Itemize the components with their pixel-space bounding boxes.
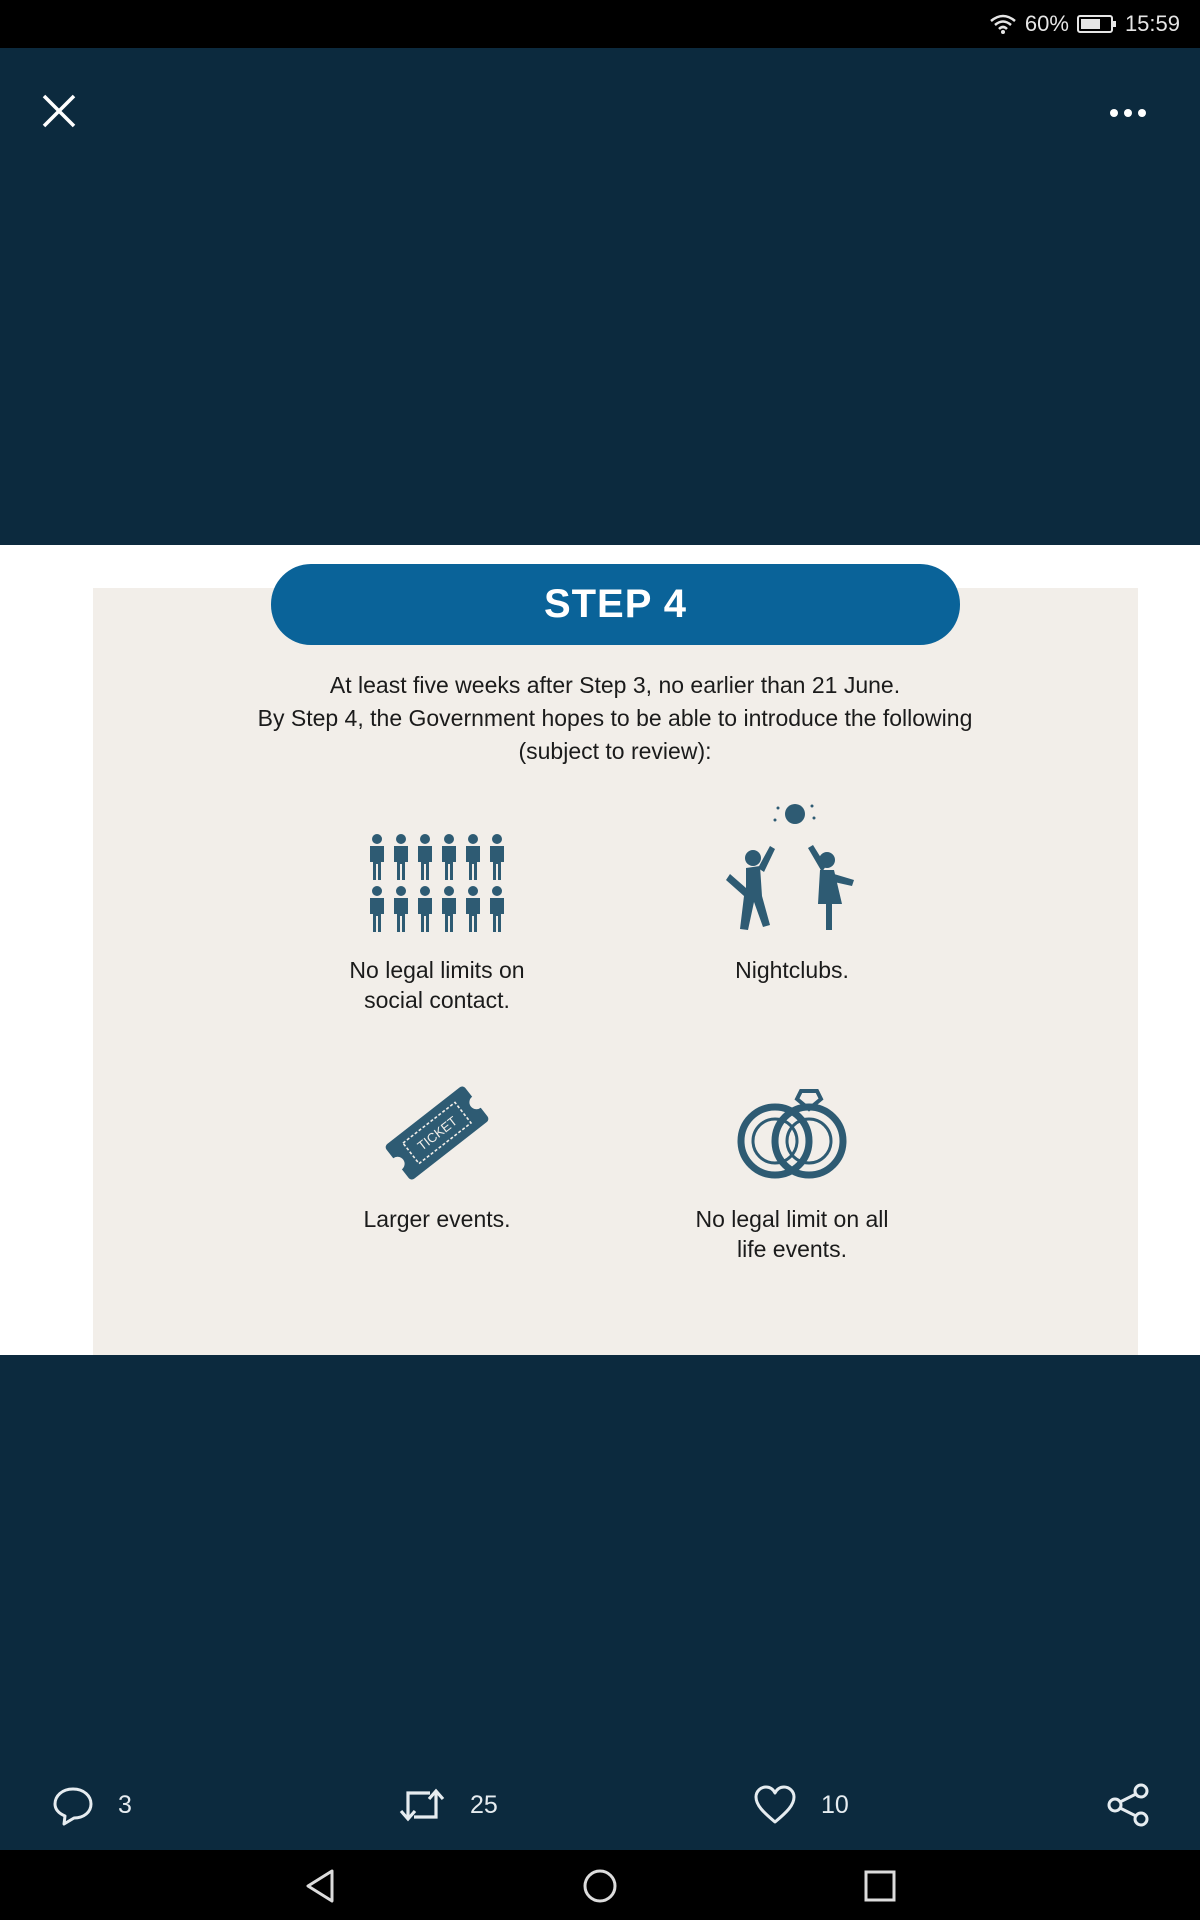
recents-button[interactable]	[860, 1866, 900, 1906]
like-count: 10	[821, 1790, 849, 1819]
share-icon	[1106, 1782, 1152, 1828]
close-button[interactable]	[36, 88, 82, 134]
step-intro	[150, 669, 1080, 768]
intro-line: By Step 4, the Government hopes to be able to introduce the following	[257, 705, 973, 731]
reply-count: 3	[118, 1790, 132, 1819]
battery-percent: 60%	[1024, 11, 1069, 36]
tweet-image[interactable]	[0, 545, 1200, 1355]
ticket-icon	[382, 1078, 492, 1188]
close-icon	[36, 88, 82, 134]
more-options-icon	[1098, 98, 1162, 128]
step-title: STEP 4	[543, 582, 688, 626]
status-bar	[0, 0, 1200, 48]
item-label-larger-events: Larger events.	[363, 1206, 511, 1232]
ticket-text: TICKET	[414, 1113, 461, 1154]
intro-line: At least five weeks after Step 3, no earlier than 21 June.	[329, 672, 901, 698]
intro-line: (subject to review):	[518, 738, 712, 764]
retweet-count: 25	[470, 1790, 498, 1819]
home-circle-icon	[580, 1866, 620, 1906]
media-viewer-topbar	[0, 48, 1200, 168]
system-navigation-bar	[0, 1850, 1200, 1920]
reply-icon	[52, 1784, 94, 1826]
item-label-life-events: No legal limit on all life events.	[695, 1206, 889, 1262]
more-options-button[interactable]	[1098, 98, 1162, 128]
back-button[interactable]	[300, 1866, 340, 1906]
recents-square-icon	[860, 1866, 900, 1906]
share-button[interactable]	[1106, 1782, 1152, 1833]
dancing-people-icon	[720, 800, 865, 940]
people-group-icon	[362, 830, 512, 940]
home-button[interactable]	[580, 1866, 620, 1906]
battery-icon	[1077, 14, 1117, 34]
status-icons	[989, 0, 1180, 48]
retweet-button[interactable]	[398, 1760, 498, 1850]
like-button[interactable]	[753, 1760, 849, 1850]
item-label-nightclubs: Nightclubs.	[735, 957, 849, 983]
wifi-icon	[989, 13, 1017, 35]
step-title-banner	[271, 564, 960, 645]
retweet-icon	[398, 1785, 446, 1825]
reply-button[interactable]	[52, 1760, 132, 1850]
item-label-social-contact: No legal limits on social contact.	[349, 957, 525, 1013]
tweet-action-bar	[0, 1760, 1200, 1850]
wedding-rings-icon	[733, 1083, 853, 1183]
back-triangle-icon	[300, 1866, 340, 1906]
heart-icon	[753, 1785, 797, 1825]
status-time: 15:59	[1124, 11, 1180, 36]
